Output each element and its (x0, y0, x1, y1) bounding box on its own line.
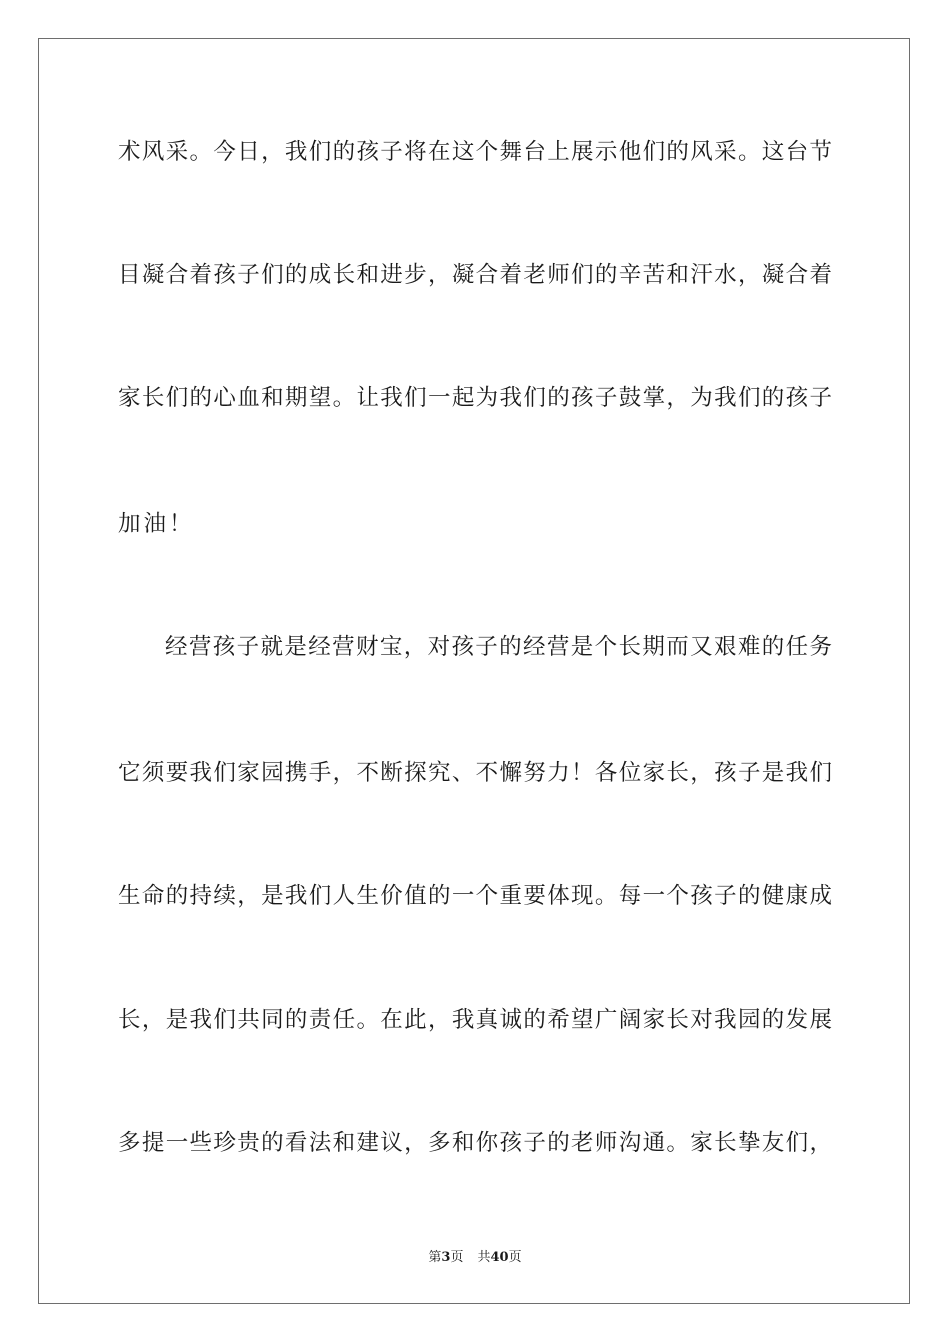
page-suffix: 页 (450, 1250, 464, 1265)
body-text-line-4: 加油！ (118, 511, 195, 537)
body-text-line-5: 经营孩子就是经营财宝，对孩子的经营是个长期而又艰难的任务 (165, 634, 832, 660)
page-footer (0, 1248, 950, 1268)
total-pages: 40 (490, 1250, 509, 1265)
total-suffix: 页 (508, 1250, 522, 1265)
body-text-line-9: 多提一些珍贵的看法和建议，多和你孩子的老师沟通。家长挚友们， (118, 1130, 832, 1156)
body-text-line-2: 目凝合着孩子们的成长和进步，凝合着老师们的辛苦和汗水，凝合着 (118, 262, 832, 288)
body-text-line-3: 家长们的心血和期望。让我们一起为我们的孩子鼓掌，为我们的孩子 (118, 385, 832, 411)
body-text-line-6: 它须要我们家园携手，不断探究、不懈努力！各位家长，孩子是我们 (118, 760, 832, 786)
page-border (38, 38, 910, 1304)
body-text-line-8: 长，是我们共同的责任。在此，我真诚的希望广阔家长对我园的发展 (118, 1007, 832, 1033)
page-number: 3 (441, 1250, 451, 1265)
page-prefix: 第 (428, 1250, 442, 1265)
body-text-line-7: 生命的持续，是我们人生价值的一个重要体现。每一个孩子的健康成 (118, 883, 832, 909)
body-text-line-1: 术风采。今日，我们的孩子将在这个舞台上展示他们的风采。这台节 (118, 139, 832, 165)
total-prefix: 共 (477, 1250, 491, 1265)
